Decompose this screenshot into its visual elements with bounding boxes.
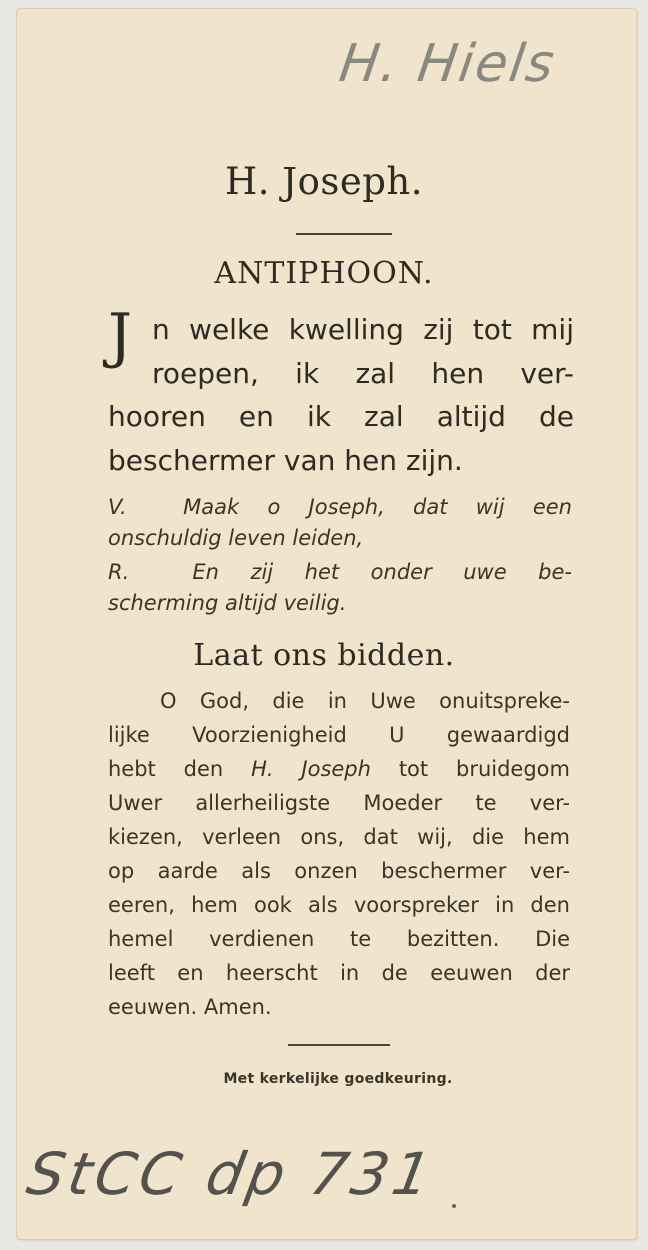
antiphon-line: hooren en ik zal altijd de bbox=[108, 400, 574, 433]
versicle-line bbox=[108, 492, 572, 523]
response-text: En zij het onder uwe be- bbox=[192, 560, 572, 584]
approval-note: Met kerkelijke goedkeuring. bbox=[223, 1071, 453, 1087]
saint-name: H. Joseph bbox=[251, 757, 371, 781]
prayer-line: eeren, hem ook als voorspreker in den bbox=[108, 893, 570, 917]
prayer-line: op aarde als onzen beschermer ver- bbox=[108, 859, 570, 883]
prayer-line: eeuwen. Amen. bbox=[108, 995, 272, 1019]
prayer-text bbox=[108, 684, 570, 1024]
antiphon-heading: ANTIPHOON. bbox=[214, 256, 434, 291]
prayer-line: O God, die in Uwe onuitspreke- bbox=[160, 689, 570, 713]
antiphon-line: beschermer van hen zijn. bbox=[108, 443, 463, 477]
response-line: scherming altijd veilig. bbox=[108, 591, 347, 615]
prayer-text-segment: hebt den bbox=[108, 757, 252, 781]
divider-bottom bbox=[288, 1044, 390, 1046]
prayer-line: kiezen, verleen ons, dat wij, die hem bbox=[108, 825, 570, 849]
response-line bbox=[108, 557, 572, 588]
card-title: H. Joseph. bbox=[224, 160, 424, 203]
ink-dot bbox=[452, 1204, 456, 1208]
antiphon-dropcap: J bbox=[108, 301, 133, 371]
prayer-line: Uwer allerheiligste Moeder te ver- bbox=[108, 791, 570, 815]
versicle-line: onschuldig leven leiden, bbox=[108, 526, 364, 550]
response-label: R. bbox=[108, 560, 130, 584]
antiphon-line: n welke kwelling zij tot mij bbox=[152, 313, 574, 346]
prayer-text-segment: tot bruidegom bbox=[370, 757, 570, 781]
antiphon-text bbox=[108, 301, 574, 482]
antiphon-line: roepen, ik zal hen ver- bbox=[152, 356, 574, 390]
prayer-line: lijke Voorzienigheid U gewaardigd bbox=[108, 723, 570, 747]
response-block bbox=[108, 557, 572, 619]
handwritten-note-top: H. Hiels bbox=[335, 34, 560, 94]
prayer-line: leeft en heerscht in de eeuwen der bbox=[108, 961, 570, 985]
prayer-line bbox=[108, 752, 570, 786]
prayer-line: hemel verdienen te bezitten. Die bbox=[108, 927, 570, 951]
handwritten-shelfmark: StCC dp 731 bbox=[22, 1140, 440, 1208]
versicle-label: V. bbox=[108, 495, 127, 519]
divider-top bbox=[296, 233, 392, 235]
prayer-heading: Laat ons bidden. bbox=[193, 638, 455, 673]
versicle-block bbox=[108, 492, 572, 554]
versicle-text: Maak o Joseph, dat wij een bbox=[183, 495, 572, 519]
